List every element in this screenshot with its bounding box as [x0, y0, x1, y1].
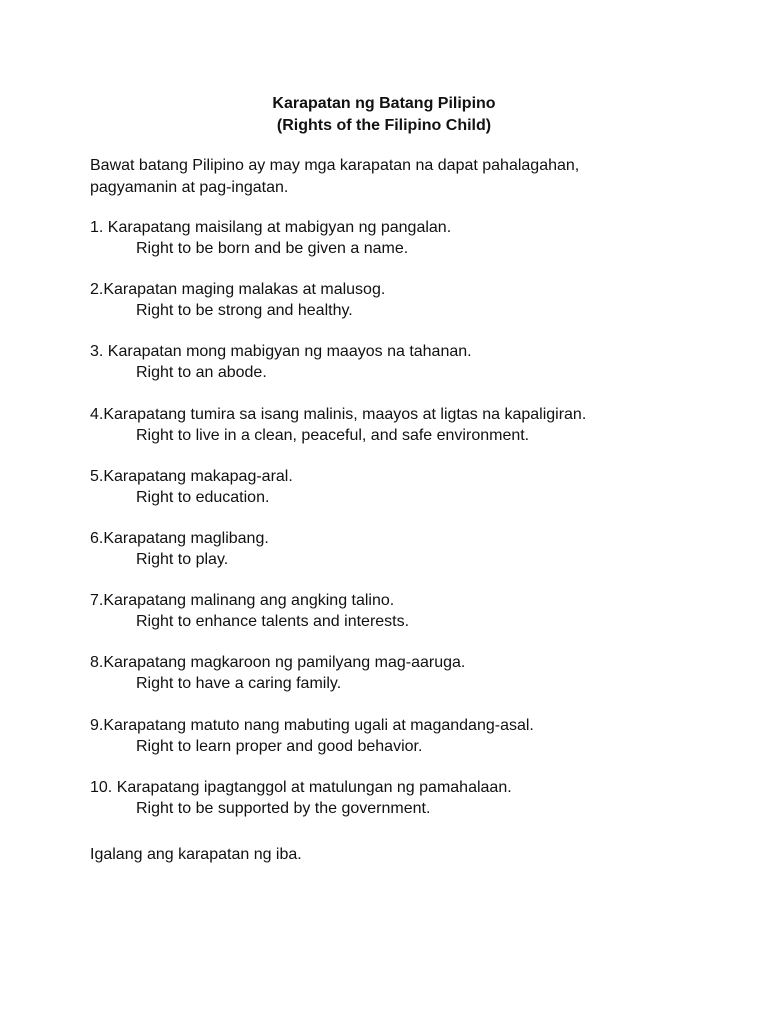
right-item-1 — [90, 217, 730, 279]
right-tagalog: 8.Karapatang magkaroon ng pamilyang mag-aaruga. — [90, 654, 466, 672]
right-item-7 — [90, 590, 730, 652]
right-english: Right to play. — [136, 550, 229, 568]
right-tagalog: 6.Karapatang maglibang. — [90, 529, 269, 547]
right-item-6 — [90, 528, 730, 590]
right-item-3 — [90, 341, 730, 403]
right-item-4 — [90, 404, 730, 466]
intro-line: Bawat batang Pilipino ay may mga karapatan na dapat pahalagahan, — [90, 157, 580, 174]
right-english: Right to learn proper and good behavior. — [136, 737, 423, 755]
right-tagalog: 1. Karapatang maisilang at mabigyan ng pangalan. — [90, 219, 452, 236]
intro-line: pagyamanin at pag-ingatan. — [90, 179, 289, 196]
right-item-5 — [90, 466, 730, 528]
intro-paragraph — [90, 155, 710, 199]
right-item-9 — [90, 715, 730, 777]
right-english: Right to live in a clean, peaceful, and safe environment. — [136, 426, 530, 444]
right-english: Right to be strong and healthy. — [136, 302, 353, 320]
right-item-2 — [90, 279, 730, 341]
right-tagalog: 9.Karapatang matuto nang mabuting ugali at magandang-asal. — [90, 716, 534, 734]
right-english: Right to be born and be given a name. — [136, 240, 409, 257]
title-block — [0, 93, 768, 137]
right-item-8 — [90, 652, 730, 714]
right-item-10 — [90, 777, 730, 839]
right-tagalog: 3. Karapatan mong mabigyan ng maayos na tahanan. — [90, 343, 472, 361]
right-tagalog: 4.Karapatang tumira sa isang malinis, maayos at ligtas na kapaligiran. — [90, 405, 587, 423]
right-tagalog: 7.Karapatang malinang ang angking talino. — [90, 592, 395, 610]
right-english: Right to have a caring family. — [136, 675, 342, 693]
right-english: Right to be supported by the government. — [136, 799, 431, 817]
right-tagalog: 5.Karapatang makapag-aral. — [90, 467, 293, 485]
right-tagalog: 2.Karapatan maging malakas at malusog. — [90, 281, 386, 299]
rights-list — [90, 217, 730, 839]
right-tagalog: 10. Karapatang ipagtanggol at matulungan ng pamahalaan. — [90, 778, 512, 796]
right-english: Right to enhance talents and interests. — [136, 613, 410, 631]
document-title: Karapatan ng Batang Pilipino — [272, 95, 496, 112]
closing-line: Igalang ang karapatan ng iba. — [90, 846, 302, 863]
right-english: Right to education. — [136, 488, 270, 506]
document-subtitle: (Rights of the Filipino Child) — [276, 117, 492, 134]
right-english: Right to an abode. — [136, 364, 267, 382]
